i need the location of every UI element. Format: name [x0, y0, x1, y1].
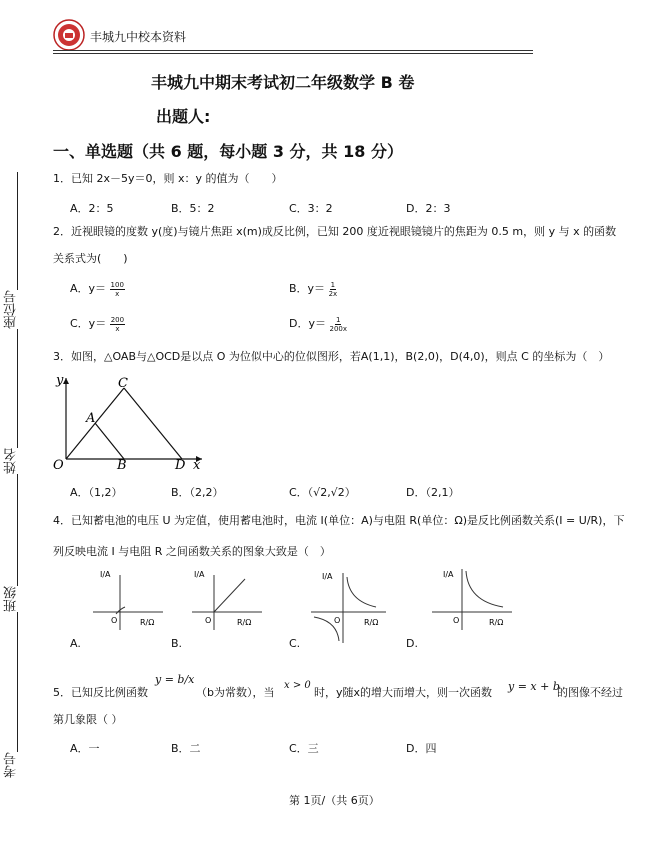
q3-fig-label-b: B: [117, 458, 127, 473]
q3-fig-label-c: C: [118, 376, 128, 391]
exam-number-label: 考号: [4, 752, 19, 778]
q3-fig-label-d: D: [175, 458, 186, 473]
q2-option-a: [70, 280, 125, 298]
q4-graph-a: [88, 565, 168, 635]
q1-option-a: A．2：5: [70, 202, 114, 215]
q3-stem: 3．如图，△OAB与△OCD是以点 O 为位似中心的位似图形，若A(1,1)，B(2,0)，D(4,0)，则点 C 的坐标为（ ）: [53, 350, 610, 363]
q4-stem-line1: 4．已知蓄电池的电压 U 为定值，使用蓄电池时，电流 I(单位：A)与电阻 R(单位：Ω)是反比例函数关系(I = U/R)，下: [53, 514, 625, 527]
q4b-xlabel: R/Ω: [237, 618, 252, 627]
q5-option-a: A．一: [70, 742, 100, 755]
q3-fig-label-y: y: [56, 373, 64, 388]
q3-fig-label-a: A: [86, 411, 96, 426]
q4d-ylabel: I/A: [443, 570, 454, 579]
section-title: 一、单选题（共 6 题，每小题 3 分，共 18 分）: [53, 142, 403, 161]
q4-option-a: A.: [70, 637, 81, 650]
q2-b-num: 1: [330, 280, 336, 289]
q5-option-d: D．四: [406, 742, 437, 755]
q5-func1: y = b/x: [155, 673, 195, 686]
q4c-origin: O: [334, 616, 341, 625]
q4b-ylabel: I/A: [194, 570, 205, 579]
q2-option-d: [289, 315, 347, 333]
header-rule-2: [53, 53, 533, 54]
q1-stem: 1．已知 2x－5y＝0，则 x：y 的值为（ ）: [53, 172, 283, 185]
q4-option-b: B.: [171, 637, 183, 650]
q2-b-den: 2x: [328, 289, 338, 298]
q4a-xlabel: R/Ω: [140, 618, 155, 627]
q5-cond: x > 0: [284, 680, 311, 691]
q1-option-c: C．3：2: [289, 202, 333, 215]
author-label: 出题人:: [156, 107, 211, 126]
q2-a-fraction: [110, 281, 125, 298]
q5-stem-d: 的图像不经过: [557, 686, 623, 699]
q1-option-d: D．2：3: [406, 202, 451, 215]
q4c-ylabel: I/A: [322, 572, 333, 581]
q3-figure: [50, 372, 210, 474]
header-rule: [53, 50, 533, 51]
q2-d-num: 1: [336, 315, 341, 324]
q2-d-fraction: [329, 316, 347, 333]
q5-stem-line2: 第几象限（ ）: [53, 713, 123, 726]
q4-graph-b: [187, 565, 267, 635]
q4a-origin: O: [111, 616, 118, 625]
q5-func2: y = x + b: [508, 680, 560, 693]
q4b-origin: O: [205, 616, 212, 625]
q2-stem-line1: 2．近视眼镜的度数 y(度)与镜片焦距 x(m)成反比例，已知 200 度近视眼镜镜片的焦距为 0.5 m，则 y 与 x 的函数: [53, 225, 617, 238]
q4-option-d: D.: [406, 637, 418, 650]
q2-c-prefix: C．y＝: [70, 317, 107, 330]
q3-option-b: B．（2,2）: [171, 486, 224, 499]
q4a-ylabel: I/A: [100, 570, 111, 579]
q2-a-num: 100: [110, 280, 124, 289]
q4-graph-d: [427, 565, 517, 635]
q2-c-num: 200: [110, 315, 125, 324]
q4c-xlabel: R/Ω: [364, 618, 379, 627]
q2-b-fraction: [329, 281, 338, 298]
q4-stem-line2: 列反映电流 I 与电阻 R 之间函数关系的图象大致是（ ）: [53, 545, 331, 558]
q5-option-b: B．二: [171, 742, 201, 755]
q5-stem-b: （b为常数），当: [196, 686, 275, 699]
name-label: 姓名: [4, 448, 19, 474]
q4d-xlabel: R/Ω: [489, 618, 504, 627]
q3-fig-label-x: x: [193, 458, 201, 473]
q3-fig-label-o: O: [53, 458, 64, 473]
q2-c-den: x: [115, 324, 120, 333]
q3-option-d: D．（2,1）: [406, 486, 460, 499]
page-number: 第 1页/（共 6页）: [289, 794, 380, 807]
q4-option-c: C.: [289, 637, 301, 650]
q5-option-c: C．三: [289, 742, 319, 755]
q4d-origin: O: [453, 616, 460, 625]
school-logo: [53, 19, 85, 51]
q5-stem-c: 时，y随x的增大而增大，则一次函数: [314, 686, 493, 699]
q2-a-den: x: [115, 289, 120, 298]
exam-title: 丰城九中期末考试初二年级数学 B 卷: [151, 73, 415, 92]
q1-option-b: B．5：2: [171, 202, 215, 215]
q2-option-c: [70, 315, 125, 333]
q4-graph-c: [306, 565, 391, 645]
school-label: 丰城九中校本资料: [90, 30, 187, 44]
q2-stem-line2: 关系式为( ): [53, 252, 128, 265]
q2-a-prefix: A．y＝: [70, 282, 107, 295]
class-label: 班级: [4, 586, 19, 612]
q2-d-prefix: D．y＝: [289, 317, 326, 330]
q2-c-fraction: [110, 316, 125, 333]
seat-number-label: 座位号: [4, 290, 19, 329]
q2-option-b: [289, 280, 337, 298]
q3-option-a: A．（1,2）: [70, 486, 123, 499]
q2-d-den: 200x: [329, 324, 347, 333]
q2-b-prefix: B．y＝: [289, 282, 326, 295]
q3-option-c: C．（√2,√2）: [289, 486, 356, 499]
q5-stem-a: 5．已知反比例函数: [53, 686, 148, 699]
